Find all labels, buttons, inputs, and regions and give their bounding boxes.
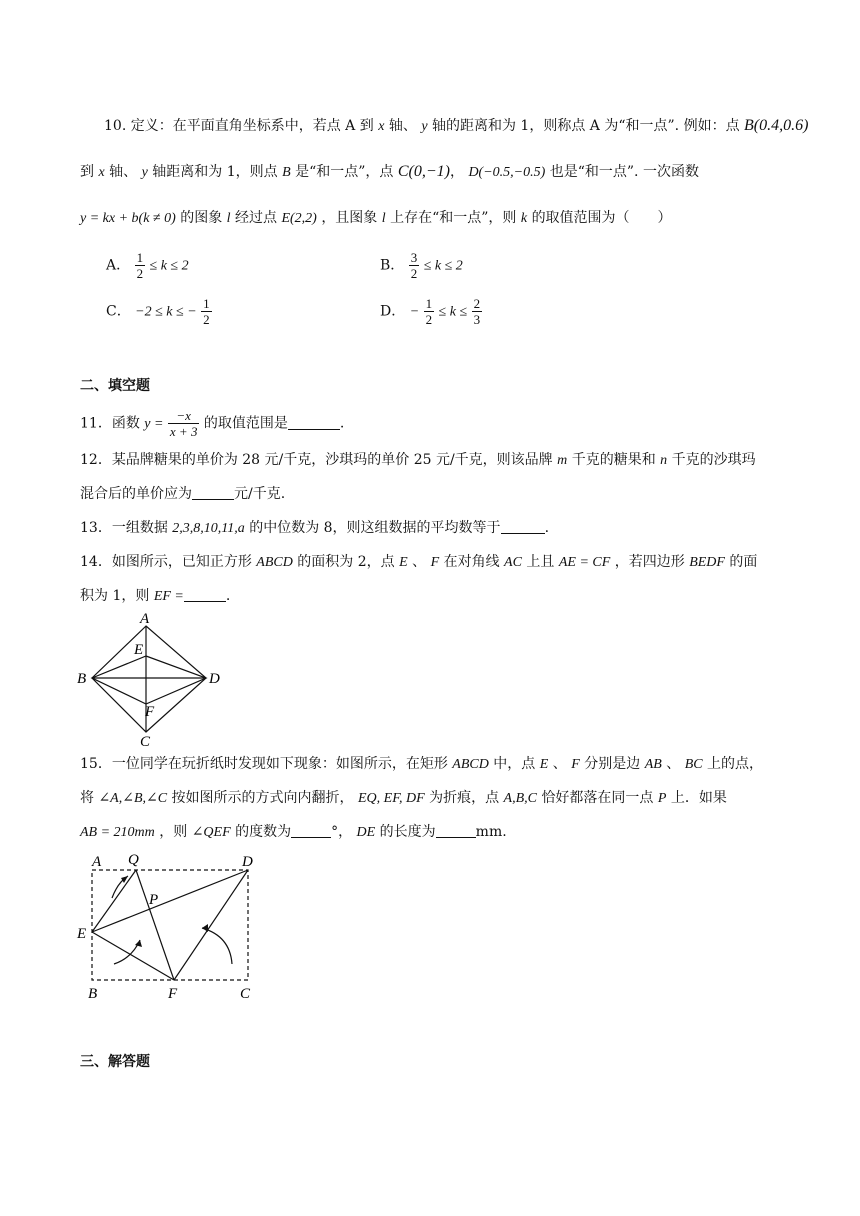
q14-text: 在对角线 [443, 554, 500, 570]
q15-text: °， [331, 824, 353, 840]
option-label: B． [380, 257, 405, 274]
q15-text: 为折痕，点 [429, 790, 500, 806]
denominator: 2 [410, 266, 418, 281]
option-text: ≤ k ≤ [438, 304, 468, 320]
q12-text: 12．某品牌糖果的单价为 28 元/千克，沙琪玛的单价 25 元/千克，则该品牌 [80, 452, 553, 468]
label-p: P [149, 892, 159, 908]
q10-line1 [104, 116, 808, 137]
q14-text: . [225, 588, 231, 604]
q14-line1 [80, 552, 757, 573]
q11-text: 的取值范围是 [203, 415, 288, 432]
answer-blank[interactable] [184, 587, 226, 602]
q15-text: 上的点， [707, 756, 764, 772]
q12-text: 混合后的单价应为 [80, 486, 192, 502]
denominator: 2 [425, 312, 433, 327]
q11-func: y = [144, 416, 164, 432]
point-b: B(0.4,0.6) [744, 117, 809, 134]
q10-text: 轴、 [388, 118, 417, 134]
q11-text: . [339, 415, 345, 432]
var-e: E [399, 555, 408, 570]
option-c [106, 296, 212, 327]
denominator: 2 [136, 266, 144, 281]
q10-line2: 到 x 轴、 y 轴距离和为 1，则点 B 是“和一点”，点 C(0,−1)， D(−0.5,−0.5) 也是“和一点”. 一次函数 [80, 163, 699, 180]
ab-length: AB = 210mm [80, 825, 155, 840]
arrowhead-c [202, 924, 208, 932]
label-b: B [88, 986, 98, 1002]
option-text: −2 ≤ k ≤ − [135, 304, 197, 320]
numerator: 1 [203, 296, 210, 311]
point-e: E(2,2) [281, 211, 317, 226]
q15-line1 [80, 754, 763, 775]
points-abc: A,B,C [503, 791, 537, 806]
label-f: F [145, 704, 155, 720]
q10-text: 上存在“和一点”，则 [390, 210, 517, 226]
q15-text: 的度数为 [235, 824, 292, 840]
q15-text: 、 [666, 756, 681, 772]
ae-cf: AE = CF [558, 555, 611, 570]
numerator: 1 [136, 250, 144, 265]
var-f: F [571, 757, 580, 772]
q10-text: 10. 定义：在平面直角坐标系中，若点 A 到 [104, 118, 374, 134]
q10-line3 [80, 208, 672, 229]
var-y: y [141, 165, 148, 180]
label-d: D [242, 854, 253, 870]
label-a: A [92, 854, 102, 870]
point-d: D(−0.5,−0.5) [468, 165, 546, 180]
var-l: l [381, 211, 386, 226]
diagonal-ac: AC [504, 555, 522, 570]
answer-blank[interactable] [436, 823, 476, 838]
q14-text: 、 [412, 554, 427, 570]
numerator: −x [168, 408, 200, 424]
var-m: m [557, 453, 568, 468]
point-c: C(0,−1) [397, 163, 450, 180]
q12-text: 千克的沙琪玛 [671, 452, 756, 468]
q10-text: 轴的距离和为 1，则称点 A 为“和一点”. 例如：点 [431, 118, 740, 134]
numerator: 2 [473, 296, 481, 311]
side-ab: AB [644, 757, 662, 772]
fraction [424, 296, 435, 327]
fraction [201, 296, 212, 327]
segment-qf [136, 870, 174, 980]
segment-ed [92, 870, 248, 932]
q12-line1 [80, 450, 756, 471]
fold-lines: EQ, EF, DF [358, 791, 425, 806]
q14-text: 的面 [729, 554, 758, 570]
denominator: x + 3 [169, 424, 198, 439]
q15-text: 中，点 [493, 756, 536, 772]
angles-abc: ∠A,∠B,∠C [98, 791, 168, 806]
q15-text: mm. [475, 824, 507, 840]
q15-text: 按如图所示的方式向内翻折， [171, 790, 354, 806]
answer-blank[interactable] [291, 823, 331, 838]
q14-text: 14．如图所示，已知正方形 [80, 554, 252, 570]
q14-text: 积为 1，则 [80, 588, 150, 604]
fraction [168, 408, 200, 439]
label-c: C [140, 734, 151, 750]
quad-bedf: BEDF [689, 555, 725, 570]
q13 [80, 518, 549, 539]
fold-ef [92, 932, 174, 980]
q10-text: 轴、 [109, 164, 138, 180]
figure-folded-rectangle [74, 846, 274, 1006]
section-header-fill-in: 二、填空题 [80, 378, 150, 394]
q11-text: 11．函数 [80, 415, 140, 432]
rect-abcd: ABCD [452, 757, 489, 772]
q12-text: 元/千克. [234, 486, 286, 502]
q10-text: 经过点 [235, 210, 278, 226]
label-e: E [77, 926, 87, 942]
var-f: F [430, 555, 440, 570]
q10-text: 的取值范围为（ ） [531, 210, 672, 226]
label-d: D [209, 671, 220, 687]
q12-text: 千克的糖果和 [571, 452, 656, 468]
fraction [409, 250, 420, 281]
option-a [106, 250, 189, 281]
label-b: B [77, 671, 87, 687]
q14-text: 的面积为 2，点 [297, 554, 395, 570]
var-b: B [282, 165, 291, 180]
q12-line2 [80, 484, 285, 504]
denominator: 3 [473, 312, 481, 327]
arrow-c-path [202, 928, 232, 964]
q15-text: ，则 [159, 824, 188, 840]
var-p: P [657, 791, 667, 806]
q10-text: 是“和一点”，点 [295, 164, 394, 180]
var-n: n [660, 453, 668, 468]
label-c: C [240, 986, 251, 1002]
q15-text: 分别是边 [584, 756, 641, 772]
q15-text: 、 [552, 756, 567, 772]
q15-text: 15．一位同学在玩折纸时发现如下现象：如图所示，在矩形 [80, 756, 448, 772]
numerator: 3 [410, 250, 418, 265]
option-d [380, 296, 482, 327]
var-x: x [98, 165, 105, 180]
option-text: − [409, 304, 420, 320]
fraction [472, 296, 483, 327]
q15-text: 的长度为 [379, 824, 436, 840]
label-q: Q [128, 852, 139, 868]
option-b [380, 250, 463, 281]
label-f: F [168, 986, 178, 1002]
segment-de: DE [356, 825, 376, 840]
q10-text: 轴距离和为 1，则点 [152, 164, 278, 180]
var-x: x [378, 119, 385, 134]
option-text: ≤ k ≤ 2 [149, 258, 189, 274]
figure-square-abcd [74, 610, 224, 750]
option-label: A． [106, 257, 131, 274]
q11 [80, 408, 344, 439]
answer-blank[interactable] [501, 519, 545, 534]
q14-line2 [80, 586, 230, 607]
arrowhead-b [135, 940, 142, 947]
q10-text: 的图象 [180, 210, 223, 226]
numerator: 1 [425, 296, 433, 311]
q13-text: 13．一组数据 [80, 520, 168, 536]
label-a: A [140, 611, 150, 627]
answer-blank[interactable] [288, 415, 340, 430]
label-e: E [134, 642, 144, 658]
q15-text: 将 [80, 790, 94, 806]
angle-qef: ∠QEF [191, 825, 231, 840]
option-label: C． [106, 303, 131, 320]
linear-function: y = kx + b(k ≠ 0) [80, 211, 176, 226]
section-header-solutions: 三、解答题 [80, 1054, 150, 1070]
q13-text: 的中位数为 8，则这组数据的平均数等于 [249, 520, 501, 536]
q14-text: ，若四边形 [614, 554, 685, 570]
var-k: k [520, 211, 528, 226]
q10-text: ，且图象 [321, 210, 378, 226]
q13-data: 2,3,8,10,11,a [172, 521, 245, 536]
denominator: 2 [203, 312, 210, 327]
option-label: D． [380, 303, 406, 320]
var-y: y [421, 119, 428, 134]
var-e: E [539, 757, 549, 772]
q10-text: 到 [80, 164, 94, 180]
q14-text: 上且 [526, 554, 555, 570]
q15-line2 [80, 788, 727, 809]
side-bc: BC [684, 757, 703, 772]
square-abcd: ABCD [256, 555, 293, 570]
answer-blank[interactable] [192, 485, 234, 500]
q10-text: 也是“和一点”. 一次函数 [549, 164, 699, 180]
q15-line3 [80, 822, 507, 843]
q13-text: . [544, 520, 550, 536]
var-l: l [226, 211, 231, 226]
fraction [135, 250, 146, 281]
q15-text: 恰好都落在同一点 [541, 790, 654, 806]
ef-expr: EF = [153, 589, 184, 604]
q15-text: 上．如果 [670, 790, 727, 806]
fold-df [174, 870, 248, 980]
option-text: ≤ k ≤ 2 [423, 258, 463, 274]
